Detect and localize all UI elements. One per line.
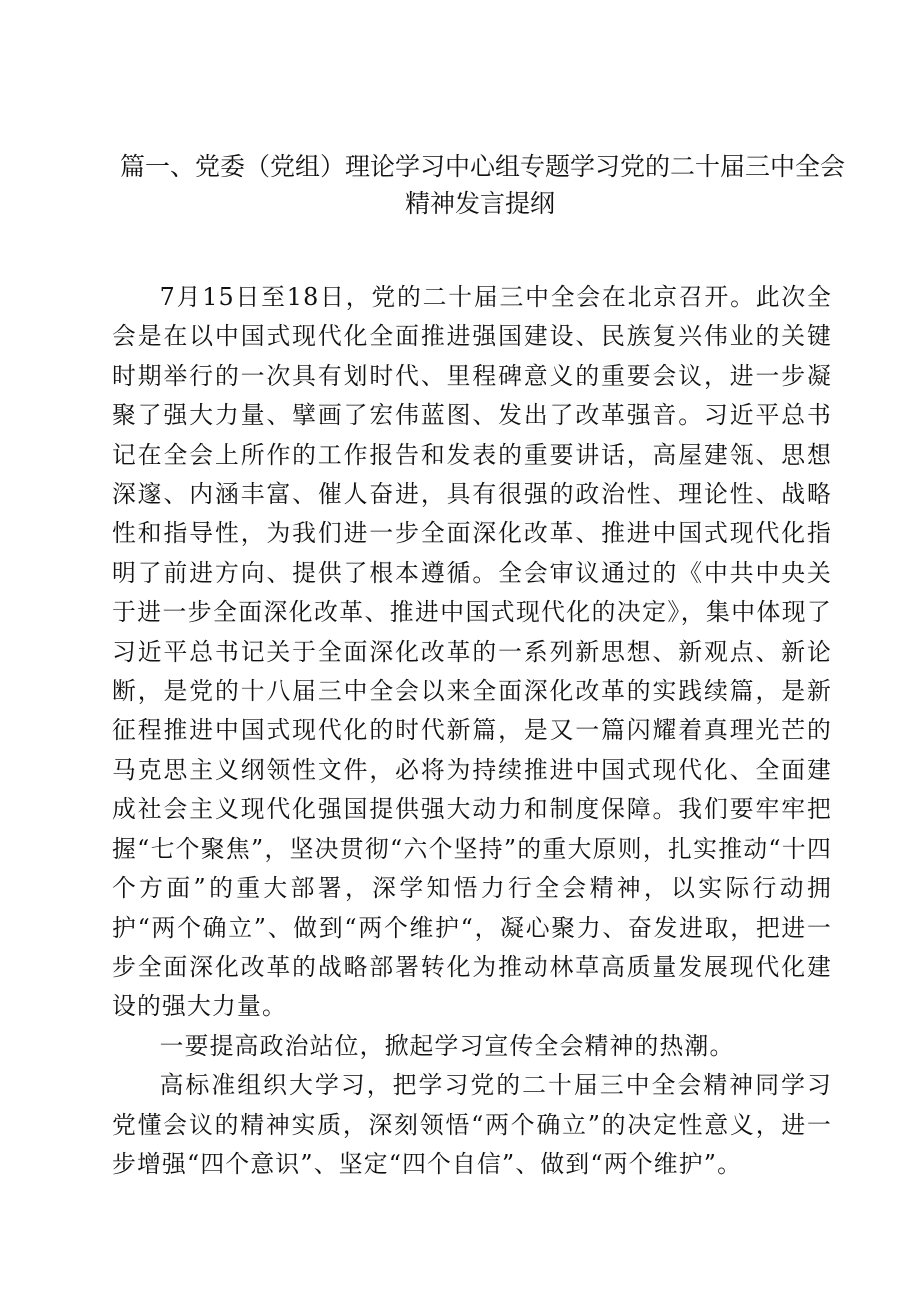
body-paragraph: 一要提高政治站位，掀起学习宣传全会精神的热潮。: [159, 1031, 735, 1060]
title-line-1: 篇一、党委（党组）理论学习中心组专题学习党的二十届三中全会: [120, 152, 846, 181]
body-paragraph: 高标准组织大学习，把学习党的二十届三中全会精神同学习党懂会议的精神实质，深刻领悟“两个确立”的决定性意义，进一步增强“四个意识”、坚定“四个自信”、做到“两个维护”。: [112, 1071, 832, 1178]
body-paragraph: 7月15日至18日，党的二十届三中全会在北京召开。此次全会是在以中国式现代化全面推进强国建设、民族复兴伟业的关键时期举行的一次具有划时代、里程碑意义的重要会议，进一步凝聚了强大力量、擘画了宏伟蓝图、发出了改革强音。习近平总书记在全会上所作的工作报告和发表的重要讲话，高屋建瓴、思想深邃、内涵丰富、催人奋进，具有很强的政治性、理论性、战略性和指导性，为我们进一步全面深化改革、推进中国式现代化指明了前进方向、提供了根本遵循。全会审议通过的《中共中央关于进一步全面深化改革、推进中国式现代化的决定》，集中体现了习近平总书记关于全面深化改革的一系列新思想、新观点、新论断，是党的十八届三中全会以来全面深化改革的实践续篇，是新征程推进中国式现代化的时代新篇，是又一篇闪耀着真理光芒的马克思主义纲领性文件，必将为持续推进中国式现代化、全面建成社会主义现代化强国提供强大动力和制度保障。我们要牢牢把握“七个聚焦”，坚决贯彻“六个坚持”的重大原则，扎实推动“十四个方面”的重大部署，深学知悟力行全会精神，以实际行动拥护“两个确立”、做到“两个维护“，凝心聚力、奋发进取，把进一步全面深化改革的战略部署转化为推动林草高质量发展现代化建设的强大力量。: [112, 283, 832, 1021]
document-title: [120, 148, 846, 222]
title-line-2: 精神发言提纲: [404, 189, 555, 218]
document-body: [112, 278, 832, 1184]
